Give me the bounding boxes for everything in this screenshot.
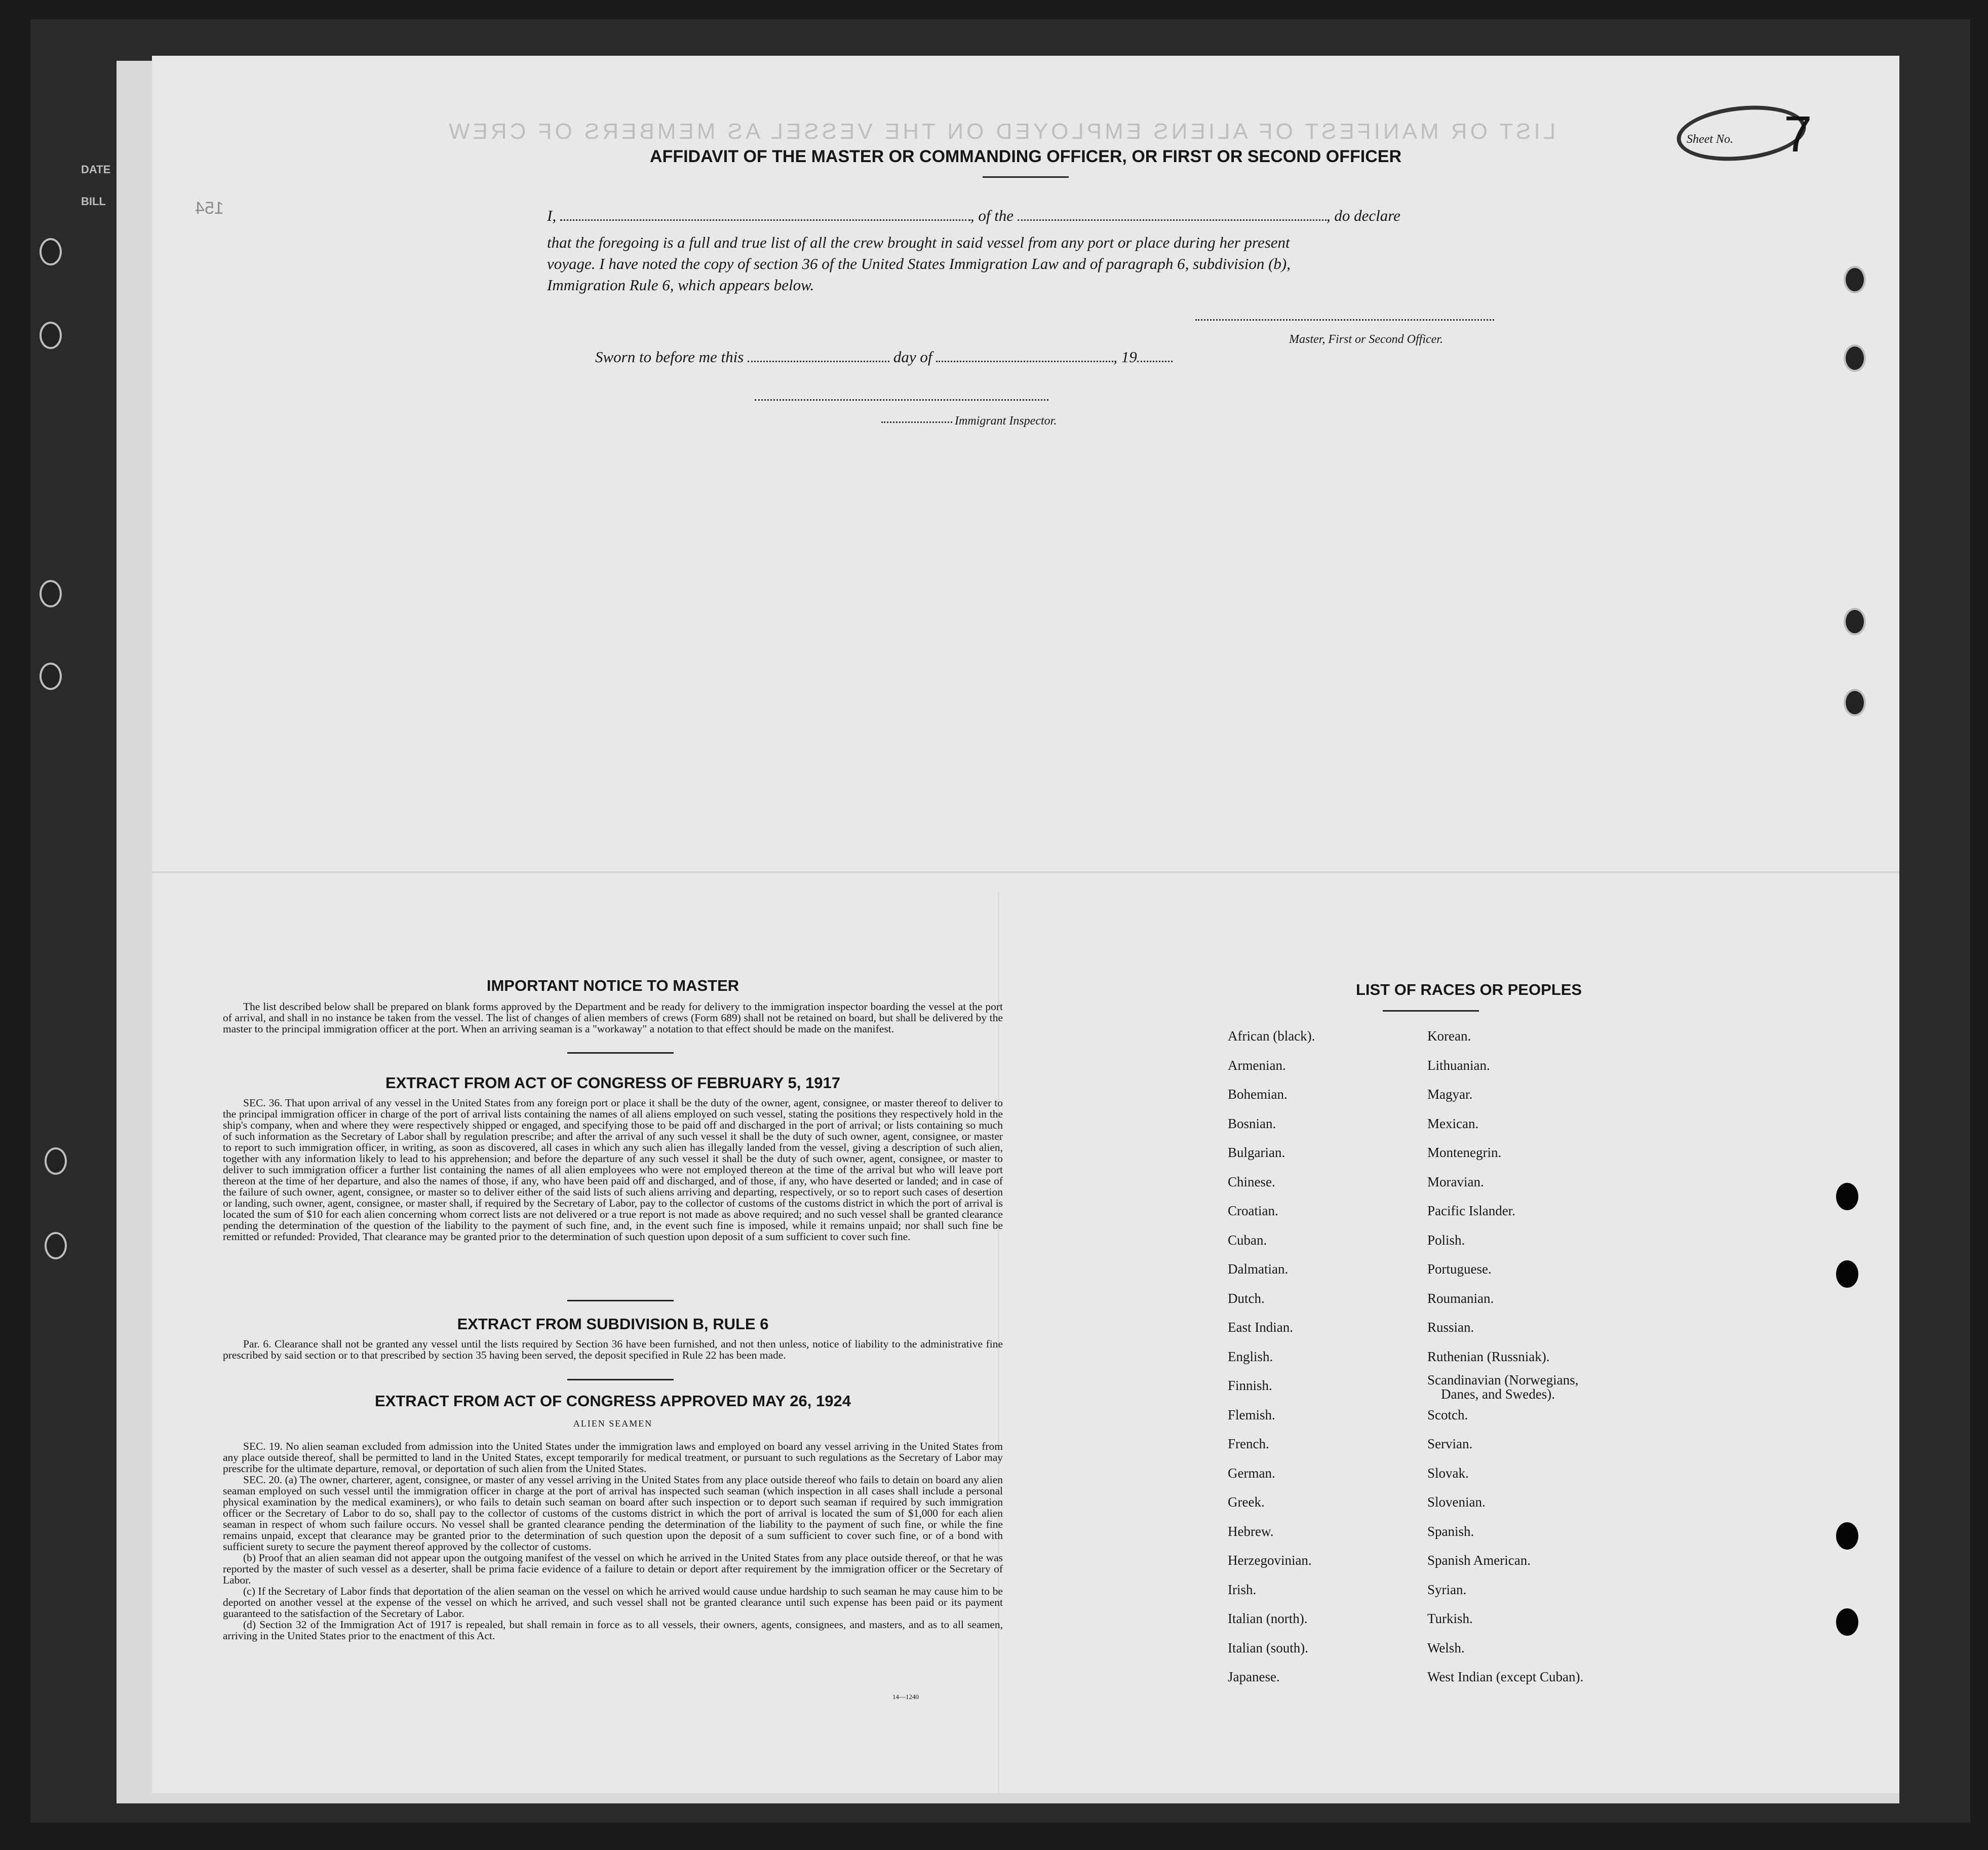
race-item: Spanish.	[1427, 1523, 1474, 1539]
inspector-label: Immigrant Inspector.	[955, 414, 1057, 428]
binder-hole	[40, 238, 62, 265]
race-item: Pacific Islander.	[1427, 1203, 1515, 1218]
extract-rule6-title: EXTRACT FROM SUBDIVISION B, RULE 6	[457, 1315, 769, 1333]
race-item: Croatian.	[1228, 1203, 1278, 1218]
extract-rule6-text	[223, 1338, 1003, 1361]
fold-crease	[152, 871, 1899, 873]
race-item: Servian.	[1427, 1436, 1473, 1451]
underlying-sheet-mark: BILL	[81, 195, 106, 208]
section-rule	[567, 1052, 674, 1054]
affidavit-line-3: voyage. I have noted the copy of section 36 of the United States Immigration Law and of paragraph 6, subdivision (b),	[547, 255, 1291, 273]
race-item: Italian (north).	[1228, 1611, 1308, 1626]
race-item: Greek.	[1228, 1494, 1265, 1510]
form-number: 14—1240	[892, 1693, 919, 1701]
section-rule	[567, 1300, 674, 1301]
affidavit-of: , of the	[970, 207, 1014, 224]
par-6-paragraph: Par. 6. Clearance shall not be granted any vessel until the lists required by Section 36 have been furnished, and not then unless, notice of liability to the administrative fine prescribed by said section or to that prescribed by section 35 having been served, the deposit specified in Rule 22 has been made.	[223, 1338, 1003, 1361]
sworn-year-field[interactable]	[1137, 361, 1173, 362]
race-item: Syrian.	[1427, 1582, 1467, 1597]
sheet-number: 7	[1784, 106, 1812, 163]
race-item: Welsh.	[1427, 1640, 1465, 1655]
extract-1924-title: EXTRACT FROM ACT OF CONGRESS APPROVED MAY 26, 1924	[375, 1392, 851, 1410]
race-item: Scandinavian (Norwegians, Danes, and Swedes).	[1427, 1372, 1579, 1402]
race-item: Slovenian.	[1427, 1494, 1486, 1510]
master-signature-field[interactable]	[1195, 319, 1494, 321]
race-item: Cuban.	[1228, 1232, 1267, 1248]
race-item: Bosnian.	[1228, 1115, 1276, 1131]
race-item: Ruthenian (Russniak).	[1427, 1348, 1550, 1364]
race-item: Japanese.	[1228, 1669, 1280, 1684]
race-item: Polish.	[1427, 1232, 1465, 1248]
race-item: Bohemian.	[1228, 1087, 1288, 1102]
notice-paragraph: The list described below shall be prepared on blank forms approved by the Department and be ready for delivery to the immigration inspector boarding the vessel at the port of arrival, and shall in no instance be taken from the vessel. The list of changes of alien members of crews (Form 689) shall not be retained on board, but shall be delivered by the master to the principal immigration officer at the port. When an arriving seaman is a "workaway" a notation to that effect should be made on the manifest.	[223, 1000, 1003, 1035]
bleed-through-number: 154	[195, 199, 224, 218]
race-item: Dutch.	[1228, 1290, 1265, 1306]
binder-hole	[1836, 1522, 1858, 1550]
binder-hole	[1836, 1260, 1858, 1288]
binder-hole	[1836, 1608, 1858, 1636]
race-item: Slovak.	[1427, 1465, 1469, 1481]
race-item: Scotch.	[1427, 1407, 1468, 1422]
affidavit-i: I,	[547, 207, 557, 224]
sworn-day-field[interactable]	[748, 361, 889, 362]
race-item: Herzegovinian.	[1228, 1553, 1312, 1568]
binder-hole	[40, 322, 62, 349]
race-item: Flemish.	[1228, 1407, 1275, 1422]
race-item: Dalmatian.	[1228, 1261, 1289, 1277]
race-item: Hebrew.	[1228, 1523, 1274, 1539]
binder-hole	[40, 580, 62, 607]
year-text: , 19	[1113, 348, 1137, 366]
race-item: English.	[1228, 1348, 1273, 1364]
vessel-name-field[interactable]	[1018, 219, 1327, 221]
sec-19-paragraph: SEC. 19. No alien seaman excluded from admission into the United States under the immigration laws and employed on board any vessel arriving in the United States from any place outside thereof, shall be permitted to land in the United States, except temporarily for medical treatment, or pursuant to such regulations as the Secretary of Labor may prescribe for the ultimate departure, removal, or deportation of such alien from the United States.	[223, 1440, 1003, 1475]
section-36-paragraph: SEC. 36. That upon arrival of any vessel in the United States from any foreign port or place it shall be the duty of the owner, agent, consignee, or master thereof to deliver to the principal immigration officer in charge of the port of arrival lists containing the names of all aliens employed on such vessel, stating the positions they respectively hold in the ship's company, when and where they were respectively shipped or engaged, and specifying those to be paid off and discharged in the port of arrival; or lists containing so much of such information as the Secretary of Labor shall by regulation prescribe; and after the arrival of any such vessel it shall be the duty of such owner, agent, consignee, or master to report to such immigration officer, in writing, as soon as discovered, all cases in which any such alien has illegally landed from the vessel, giving a description of such alien, together with any information likely to lead to his apprehension; and before the departure of any such vessel it shall be the duty of such owner, agent, consignee, or master to deliver to such immigration officer a further list containing the names of all alien employees who were not employed thereon at the time of the arrival but who will leave port thereon at the time of her departure, and also the names of those, if any, who have been paid off and discharged, and of those, if any, who have deserted or landed; and in case of the failure of such owner, agent, consignee, or master so to deliver either of the said lists of such aliens arriving and departing, respectively, or so to report such cases of desertion or landing, such owner, agent, consignee, or master shall, if required by the Secretary of Labor, pay to the collector of customs of the customs district in which the port of arrival is located the sum of $10 for each alien concerning whom correct lists are not delivered or a true report is not made as above required; and no such vessel shall be granted clearance pending the determination of the question of the liability to the payment of such fine, and, in the event such fine is imposed, while it remains unpaid; nor shall such fine be remitted or refunded: Provided, That clearance may be granted prior to the determination of such question upon deposit of a sum sufficient to cover such fine.	[223, 1097, 1003, 1243]
race-item: Magyar.	[1427, 1087, 1473, 1102]
race-item: Irish.	[1228, 1582, 1257, 1597]
race-item: German.	[1228, 1465, 1275, 1481]
binder-hole	[1844, 344, 1866, 372]
notice-title: IMPORTANT NOTICE TO MASTER	[486, 977, 739, 994]
race-item: Mexican.	[1427, 1115, 1479, 1131]
binder-hole	[1844, 266, 1866, 293]
sworn-month-field[interactable]	[936, 361, 1113, 362]
binder-hole	[1844, 608, 1866, 635]
binder-hole	[1836, 1183, 1858, 1210]
race-item: Finnish.	[1228, 1378, 1272, 1393]
declarant-name-field[interactable]	[560, 219, 970, 221]
affidavit-line-2: that the foregoing is a full and true list of all the crew brought in said vessel from any port or place during her present	[547, 234, 1290, 251]
day-of-text: day of	[893, 348, 932, 366]
binder-hole	[1844, 689, 1866, 716]
race-item: Portuguese.	[1427, 1261, 1492, 1277]
sworn-line	[595, 348, 1173, 366]
race-item: West Indian (except Cuban).	[1427, 1669, 1584, 1684]
bleed-through-header: LIST OR MANIFEST OF ALIENS EMPLOYED ON THE VESSEL AS MEMBERS OF CREW	[446, 119, 1556, 144]
extract-1917-text	[223, 1097, 1003, 1242]
races-title: LIST OF RACES OR PEOPLES	[1355, 981, 1582, 998]
sec-20a-paragraph: SEC. 20. (a) The owner, charterer, agent, consignee, or master of any vessel arriving in the United States from any place outside thereof who fails to detain on board any alien seaman employed on such vessel until the immigration officer in charge at the port of arrival has inspected such seaman (which inspection in all cases shall include a personal physical examination by the medical examiners), or who fails to detain such seaman on board after such inspection or to deport such seaman if required by such immigration officer or the Secretary of Labor to do so, shall pay to the collector of customs of the customs district in which the port of arrival is located the sum of $1,000 for each alien seaman in respect of whom such failure occurs. No vessel shall be granted clearance pending the determination of the liability to the payment of such fine, or while the fine remains unpaid, except that clearance may be granted prior to the determination of such question upon the deposit of a sum sufficient to cover such fine, or of a bond with sufficient surety to secure the payment thereof approved by the collector of customs.	[223, 1474, 1003, 1553]
race-item: Italian (south).	[1228, 1640, 1308, 1655]
inspector-signature-field[interactable]	[755, 399, 1048, 401]
sec-20b-paragraph: (b) Proof that an alien seaman did not appear upon the outgoing manifest of the vessel on which he arrived in the United States from any place outside thereof, or that he was reported by the master of such vessel as a deserter, shall be prima facie evidence of a failure to detain or deport after requirement by the immigration officer or the Secretary of Labor.	[223, 1552, 1003, 1586]
sheet-number-label: Sheet No.	[1687, 133, 1733, 146]
affidavit-line-1	[547, 207, 1400, 225]
binder-hole	[45, 1232, 67, 1259]
sworn-text: Sworn to before me this	[595, 348, 744, 366]
race-item: Chinese.	[1228, 1174, 1275, 1189]
affidavit-title: AFFIDAVIT OF THE MASTER OR COMMANDING OFFICER, OR FIRST OR SECOND OFFICER	[650, 147, 1401, 166]
sec-20c-paragraph: (c) If the Secretary of Labor finds that deportation of the alien seaman on the vessel on which he arrived would cause undue hardship to such seaman he may cause him to be deported on another vessel at the expense of the vessel on which he arrived, and such vessel shall not be granted clearance until such expense has been paid or its payment guaranteed to the satisfaction of the Secretary of Labor.	[223, 1585, 1003, 1620]
race-item: Lithuanian.	[1427, 1057, 1490, 1073]
race-item: Montenegrin.	[1427, 1145, 1502, 1160]
race-item: Spanish American.	[1427, 1553, 1531, 1568]
inspector-line	[881, 421, 952, 423]
race-item: East Indian.	[1228, 1320, 1293, 1335]
sec-20d-paragraph: (d) Section 32 of the Immigration Act of 1917 is repealed, but shall remain in force as to all vessels, their owners, agents, consignees, and masters, and as to all seamen, arriving in the United States prior to the enactment of this Act.	[223, 1618, 1003, 1642]
binder-hole	[45, 1147, 67, 1175]
race-item: African (black).	[1228, 1028, 1315, 1044]
race-item: Armenian.	[1228, 1057, 1286, 1073]
notice-text	[223, 1001, 1003, 1034]
binder-hole	[40, 663, 62, 690]
affidavit-declare: , do declare	[1326, 207, 1400, 224]
race-item: Bulgarian.	[1228, 1145, 1285, 1160]
race-item: French.	[1228, 1436, 1269, 1451]
section-rule	[567, 1379, 674, 1380]
alien-seamen-subtitle: ALIEN SEAMEN	[573, 1418, 653, 1429]
race-item: Roumanian.	[1427, 1290, 1494, 1306]
extract-1917-title: EXTRACT FROM ACT OF CONGRESS OF FEBRUARY 5, 1917	[385, 1074, 840, 1092]
races-rule	[1383, 1010, 1479, 1012]
race-item: Moravian.	[1427, 1174, 1484, 1189]
master-signature-label: Master, First or Second Officer.	[1289, 333, 1443, 346]
race-item: Russian.	[1427, 1320, 1474, 1335]
race-item: Korean.	[1427, 1028, 1471, 1044]
underlying-sheet-mark: DATE	[81, 163, 111, 176]
manifest-page	[152, 56, 1899, 1793]
affidavit-line-4: Immigration Rule 6, which appears below.	[547, 276, 814, 294]
title-rule	[983, 176, 1069, 178]
race-item: Turkish.	[1427, 1611, 1473, 1626]
affidavit-body	[547, 232, 1661, 296]
extract-1924-text	[223, 1441, 1003, 1641]
